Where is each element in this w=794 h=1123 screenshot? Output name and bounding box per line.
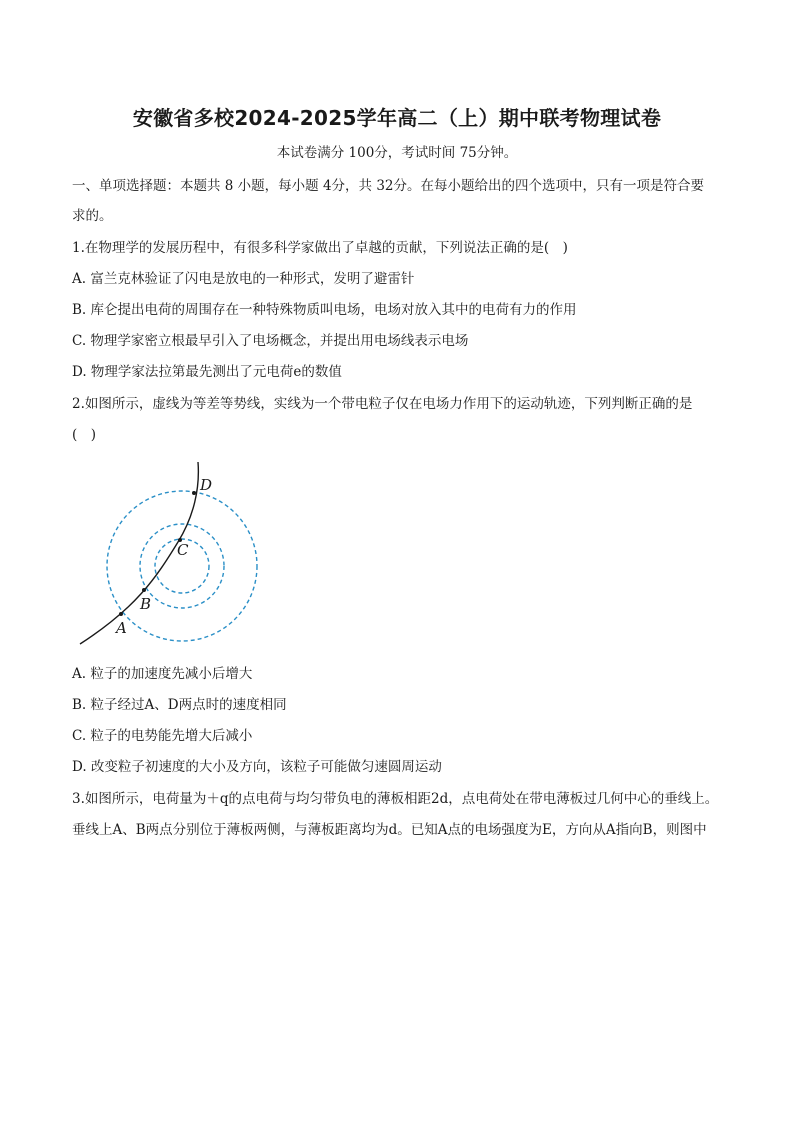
question-2-option-b: B. 粒子经过A、D两点时的速度相同 <box>72 697 287 713</box>
question-3-stem-line2: 垂线上A、B两点分别位于薄板两侧，与薄板距离均为d。已知A点的电场强度为E，方向从A指向B，则图中 <box>72 822 707 838</box>
question-3-stem-line1: 3.如图所示，电荷量为＋q的点电荷与均匀带负电的薄板相距2d，点电荷处在带电薄板过几何中心的垂线上。 <box>72 791 719 807</box>
exam-title: 安徽省多校2024-2025学年高二（上）期中联考物理试卷 <box>132 106 662 130</box>
point-c-label: C <box>177 541 189 559</box>
equipotential-diagram <box>76 458 266 648</box>
point-b-label: B <box>140 595 152 613</box>
equipotential-outer <box>107 491 257 641</box>
point-a-label: A <box>116 619 127 637</box>
section-instruction-line1: 一、单项选择题：本题共 8 小题，每小题 4分，共 32分。在每小题给出的四个选项中，只有一项是符合要 <box>72 178 705 194</box>
question-2-option-a: A. 粒子的加速度先减小后增大 <box>72 666 253 682</box>
point-b-marker <box>142 588 146 592</box>
question-2-figure <box>76 458 266 648</box>
exam-subtitle: 本试卷满分 100分，考试时间 75分钟。 <box>276 145 518 161</box>
section-instruction-line2: 求的。 <box>72 208 113 224</box>
question-2-option-c: C. 粒子的电势能先增大后减小 <box>72 728 253 744</box>
question-2-stem-line1: 2.如图所示，虚线为等差等势线，实线为一个带电粒子仅在电场力作用下的运动轨迹，下列判断正确的是 <box>72 396 693 412</box>
question-1-stem: 1.在物理学的发展历程中，有很多科学家做出了卓越的贡献，下列说法正确的是( ) <box>72 240 568 256</box>
question-1-option-a: A. 富兰克林验证了闪电是放电的一种形式，发明了避雷针 <box>72 271 415 287</box>
point-d-label: D <box>200 476 213 494</box>
question-2-stem-line2: ( ) <box>72 427 97 443</box>
question-1-option-b: B. 库仑提出电荷的周围存在一种特殊物质叫电场，电场对放入其中的电荷有力的作用 <box>72 302 577 318</box>
equipotential-middle <box>140 524 224 608</box>
point-a-marker <box>119 612 123 616</box>
question-2-option-d: D. 改变粒子初速度的大小及方向，该粒子可能做匀速圆周运动 <box>72 759 442 775</box>
question-1-option-c: C. 物理学家密立根最早引入了电场概念，并提出用电场线表示电场 <box>72 333 469 349</box>
question-1-option-d: D. 物理学家法拉第最先测出了元电荷e的数值 <box>72 364 342 380</box>
point-d-marker <box>192 491 196 495</box>
